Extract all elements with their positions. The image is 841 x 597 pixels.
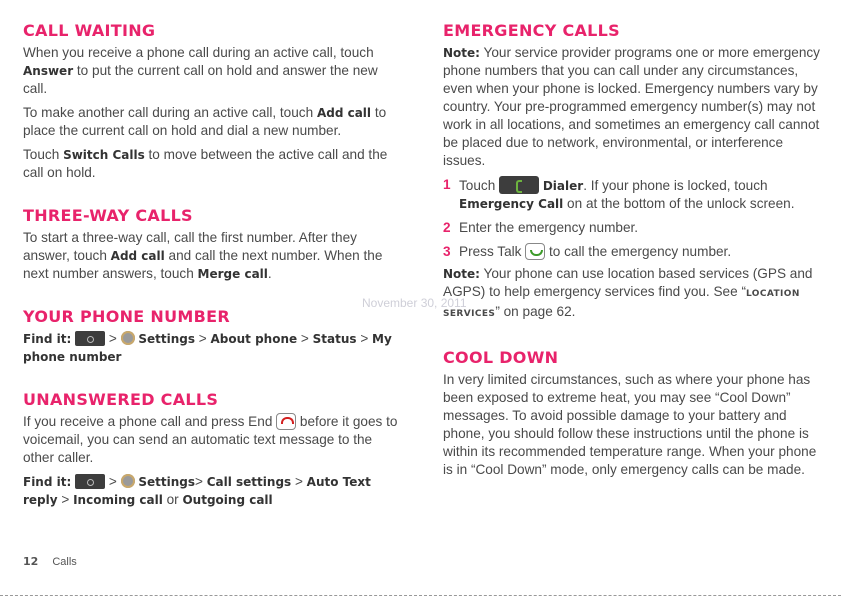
unanswered-para: If you receive a phone call and press End before it goes to voicemail, you can send an automatic text message to the other caller. — [23, 414, 398, 465]
right-column — [443, 18, 823, 479]
menu-icon — [75, 474, 105, 489]
cool-down-para: In very limited circumstances, such as where your phone has been exposed to extreme heat, you may see “Cool Down” messages. To avoid possible damage to your battery and phone, you should follow these instructions until the phone is within its recommended temperature range. When your phone is in “Cool Down” mode, only emergency calls can be made. — [443, 372, 817, 477]
date-watermark: November 30, 2011 — [362, 296, 467, 310]
dialer-icon — [499, 176, 539, 194]
call-waiting-para-1: When you receive a phone call during an active call, touch Answer to put the current call on hold and answer the new call. — [23, 45, 378, 96]
page-footer — [23, 555, 77, 568]
left-column — [23, 18, 403, 509]
end-call-icon — [276, 413, 296, 430]
location-services-link[interactable]: LOCATION SERVICES — [443, 289, 800, 319]
settings-gear-icon — [121, 331, 135, 345]
unanswered-heading: UNANSWERED CALLS — [23, 390, 219, 409]
call-waiting-para-3: Touch Switch Calls to move between the active call and the call on hold. — [23, 147, 388, 180]
unanswered-find-it: Find it: > Settings> Call settings > Auto Text reply > Incoming call or Outgoing call — [23, 474, 371, 507]
call-waiting-heading: CALL WAITING — [23, 21, 156, 40]
emergency-step-1: 1 Touch Dialer. If your phone is locked, touch Emergency Call on at the bottom of the unlock screen. — [443, 177, 795, 211]
talk-icon — [525, 243, 545, 260]
page-bottom-divider — [0, 595, 841, 596]
emergency-step-3: 3 Press Talk to call the emergency number. — [443, 244, 732, 259]
page-number: 12 — [23, 555, 39, 568]
emergency-heading: EMERGENCY CALLS — [443, 21, 620, 40]
emergency-note: Note: Your service provider programs one or more emergency phone numbers that you can call under any circumstances, even when your phone is locked. Emergency numbers vary by country. Your pre-programmed emergency number(s) may not work in all locations, and sometimes an emergency call cannot be placed due to network, environmental, or interference issues. — [443, 45, 820, 168]
settings-gear-icon — [121, 474, 135, 488]
phone-number-find-it: Find it: > Settings > About phone > Status > My phone number — [23, 331, 392, 364]
phone-number-heading: YOUR PHONE NUMBER — [23, 307, 230, 326]
emergency-location-note: Note: Your phone can use location based services (GPS and AGPS) to help emergency services find you. See “LOCATION SERVICES” on page 62. — [443, 266, 813, 319]
footer-section: Calls — [52, 556, 77, 568]
cool-down-heading: COOL DOWN — [443, 348, 559, 367]
emergency-step-2: 2 Enter the emergency number. — [443, 220, 639, 235]
three-way-para: To start a three-way call, call the first number. After they answer, touch Add call and call the next number. When the next number answers, touch Merge call. — [23, 230, 383, 281]
three-way-heading: THREE-WAY CALLS — [23, 206, 193, 225]
menu-icon — [75, 331, 105, 346]
call-waiting-para-2: To make another call during an active call, touch Add call to place the current call on hold and dial a new number. — [23, 105, 387, 138]
